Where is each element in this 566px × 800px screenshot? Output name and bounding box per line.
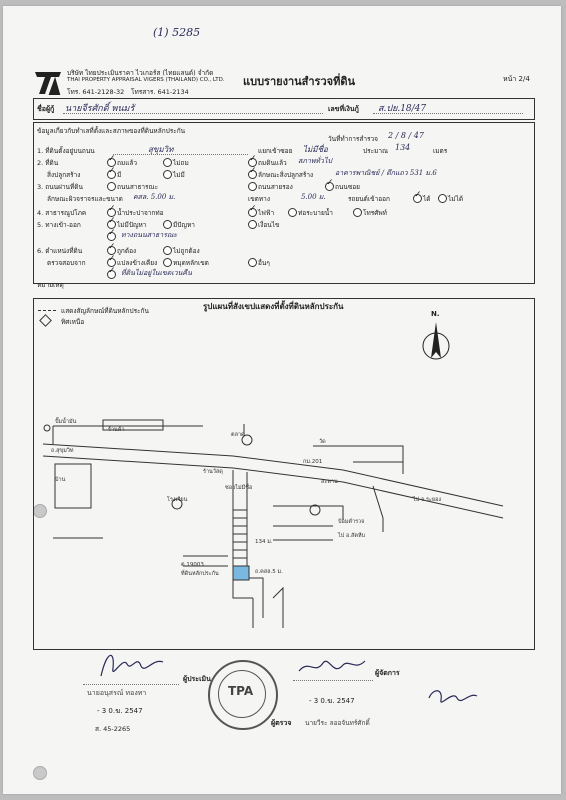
map-label-dist: 134 ม. — [255, 539, 273, 545]
checkbox-position-incorrect[interactable] — [163, 246, 172, 255]
survey-date-label: วันที่ทำการสำรวจ — [328, 135, 378, 143]
row7-opt3: เงื่อนไข — [258, 221, 280, 229]
map-label-soi: ซอยไม่มีชื่อ — [225, 485, 253, 491]
checkbox-car-no[interactable] — [438, 194, 447, 203]
row5-no: ไม่ได้ — [448, 195, 464, 203]
appraiser-label: ผู้ประเมิน — [183, 675, 211, 683]
row9-label: ตรวจสอบจาก — [47, 259, 86, 267]
row1-label: 1. ที่ดินตั้งอยู่บนถนน — [37, 147, 95, 155]
row7-detail: ทางถนนสาธารณะ — [121, 231, 178, 239]
dotted-line — [373, 113, 523, 114]
subject-land-marker — [233, 566, 249, 580]
checker-name: นายวีระ ลออจันทร์ศักดิ์ — [305, 719, 370, 727]
checkbox-has-building[interactable] — [107, 170, 116, 179]
row2-label: 2. ที่ดิน — [37, 159, 59, 167]
checkbox-public-road[interactable] — [107, 182, 116, 191]
row5-roadwidth-value: 5.00 ม. — [301, 193, 326, 201]
row3-opt1: มี — [117, 171, 122, 179]
checkbox-access-problem[interactable] — [163, 220, 172, 229]
map-label-gas: ปั๊มน้ำมัน — [55, 419, 77, 425]
row3-opt3: ลักษณะสิ่งปลูกสร้าง — [258, 171, 314, 179]
dotted-line — [83, 684, 179, 685]
checkbox-car-yes[interactable] — [413, 194, 422, 203]
checkbox-no-building[interactable] — [163, 170, 172, 179]
row4-opt3: ถนนซอย — [335, 183, 360, 191]
row5-value: คสล. 5.00 ม. — [133, 193, 176, 201]
row5-car-label: รถยนต์เข้าออก — [348, 195, 390, 203]
row1-dist-value: 134 — [395, 143, 411, 152]
row5-label: ลักษณะผิวจราจรและขนาด — [47, 195, 123, 203]
section1-heading: ข้อมูลเกี่ยวกับทำเลที่ตั้งและสภาพของที่ดินหลักประกัน — [37, 127, 186, 135]
map-label-school: โรงเรียน — [167, 497, 188, 503]
survey-date-value: 2 / 8 / 47 — [388, 131, 424, 140]
row5-yes: ได้ — [423, 195, 431, 203]
row7-label: 5. ทางเข้า-ออก — [37, 221, 81, 229]
company-fax: โทรสาร. 641-2134 — [131, 88, 189, 96]
row7-opt2: มีปัญหา — [173, 221, 195, 229]
row8-opt1: ถูกต้อง — [117, 247, 137, 255]
checkbox-soi-road[interactable] — [325, 182, 334, 191]
checkbox-expropriation[interactable] — [107, 270, 116, 279]
row9-detail: ที่ดินไม่อยู่ในเขตเวนคืน — [121, 269, 192, 277]
row5-roadwidth-label: เขตทาง — [248, 195, 270, 203]
map-label-subject: ที่ดินหลักประกัน — [181, 571, 219, 577]
row1-value: สุขุมวิท — [148, 145, 174, 154]
row1-dist-label: ประมาณ — [363, 147, 389, 155]
company-phone: โทร. 641-2128-32 — [67, 88, 125, 96]
legend-subject: แสดงสัญลักษณ์ที่ดินหลักประกัน — [61, 307, 149, 315]
map-label-market: ตลาด — [231, 432, 245, 438]
row4-label: 3. ถนนผ่านที่ดิน — [37, 183, 83, 191]
checker-date: - 3 0.ฆ. 2547 — [309, 697, 355, 705]
checkbox-access-condition[interactable] — [248, 220, 257, 229]
checkbox-access-detail[interactable] — [107, 232, 116, 241]
manager-signature — [293, 651, 373, 681]
row2-opt2: ไม่ถม — [173, 159, 189, 167]
map-label-rayong: ไป จ.ระยอง — [413, 497, 442, 503]
map-label-temple: วัด — [319, 439, 326, 445]
company-name-en: THAI PROPERTY APPRAISAL VIGERS (THAILAND) CO., LTD. — [67, 77, 225, 83]
checkbox-boundary-marker[interactable] — [163, 258, 172, 267]
row1-unit: เมตร — [433, 147, 448, 155]
north-label: N. — [431, 310, 440, 318]
row3-value: อาคารพาณิชย์ / ตึกแถว 531 ม.6 — [335, 169, 437, 177]
loan-ref-value: ส.ปย.18/47 — [378, 104, 427, 114]
appraiser-name: นายอนุสรณ์ ทองทา — [87, 689, 147, 697]
checkbox-building-type[interactable] — [248, 170, 257, 179]
company-name-th: บริษัท ไทยประเมินราคา ไวเกอร์ส (ไทยแลนด์) จำกัด — [67, 69, 214, 77]
row9-opt1: แปลงข้างเคียง — [117, 259, 158, 267]
dotted-line — [113, 154, 248, 155]
stamp-logo-text: TPA — [228, 684, 254, 698]
dotted-line — [293, 680, 373, 681]
row2-opt3: ถมดินแล้ว — [258, 159, 287, 167]
row6-label: 4. สาธารณูปโภค — [37, 209, 87, 217]
checkbox-phone[interactable] — [353, 208, 362, 217]
dotted-line — [63, 113, 323, 114]
map-label-police: ป้อมตำรวจ — [338, 519, 365, 525]
punch-hole — [33, 766, 47, 780]
row4-opt1: ถนนสาธารณะ — [117, 183, 159, 191]
owner-value: นายจีรศักดิ์ พนมรั — [65, 104, 135, 114]
appraiser-license: ส. 45-2265 — [95, 725, 131, 733]
map-label-bridge: สะพาน — [321, 479, 338, 485]
map-label-road: ถ.สุขุมวิท — [51, 448, 74, 454]
checkbox-other[interactable] — [248, 258, 257, 267]
row4-opt2: ถนนสายรอง — [258, 183, 293, 191]
row1-soi-value: ไม่มีชื่อ — [303, 145, 328, 154]
row9-opt3: อื่นๆ — [258, 259, 270, 267]
form-title: แบบรายงานสำรวจที่ดิน — [243, 75, 355, 88]
map-label-shop: ร้านค้า — [108, 427, 125, 433]
company-logo — [33, 68, 63, 96]
row3-label: สิ่งปลูกสร้าง — [47, 171, 81, 179]
manager-label: ผู้จัดการ — [375, 669, 400, 677]
row8-label: 6. ตำแหน่งที่ดิน — [37, 247, 83, 255]
remark-label: หมายเหตุ — [37, 281, 64, 289]
document-page — [3, 6, 561, 794]
row9-opt2: หมุดหลักเขต — [173, 259, 209, 267]
row6-opt4: โทรศัพท์ — [363, 209, 387, 217]
checkbox-drain[interactable] — [288, 208, 297, 217]
handwritten-reference: (1) 5285 — [153, 26, 201, 39]
map-label-house: บ้าน — [55, 477, 66, 483]
row1-soi-label: แยกเข้าซอย — [258, 147, 293, 155]
row8-opt2: ไม่ถูกต้อง — [173, 247, 200, 255]
map-label-width: ถ.คสล.5 ม. — [255, 569, 283, 575]
row3-opt2: ไม่มี — [173, 171, 185, 179]
company-stamp — [208, 660, 278, 730]
checkbox-electric[interactable] — [248, 208, 257, 217]
appraiser-signature — [93, 646, 173, 686]
row2-opt1: ถมแล้ว — [117, 159, 138, 167]
map-heading: รูปแผนที่สังเขปแสดงที่ตั้งที่ดินหลักประกัน — [203, 302, 344, 311]
map-label-km: กม.201 — [303, 459, 323, 465]
row6-opt3: ท่อระบายน้ำ — [298, 209, 333, 217]
owner-label: ชื่อผู้กู้ — [37, 105, 55, 113]
page-number: หน้า 2/4 — [503, 75, 530, 83]
row6-opt1: น้ำประปาจากท่อ — [117, 209, 164, 217]
checkbox-secondary-road[interactable] — [248, 182, 257, 191]
location-map — [33, 298, 533, 648]
appraiser-date: - 3 0.ฆ. 2547 — [97, 707, 143, 715]
map-label-marker: ต.19003 — [181, 562, 204, 568]
row7-opt1: ไม่มีปัญหา — [117, 221, 147, 229]
map-label-store: ร้านวัสดุ — [203, 469, 223, 475]
initials-signature — [423, 682, 483, 712]
legend-north: ทิศเหนือ — [61, 318, 85, 326]
row2-value: สภาพทั่วไป — [298, 157, 332, 165]
map-label-sattahip: ไป อ.สัตหีบ — [338, 533, 366, 539]
row6-opt2: ไฟฟ้า — [258, 209, 275, 217]
checker-label: ผู้ตรวจ — [271, 719, 292, 727]
loan-ref-label: เลขที่เงินกู้ — [328, 105, 359, 113]
checkbox-unfilled[interactable] — [163, 158, 172, 167]
